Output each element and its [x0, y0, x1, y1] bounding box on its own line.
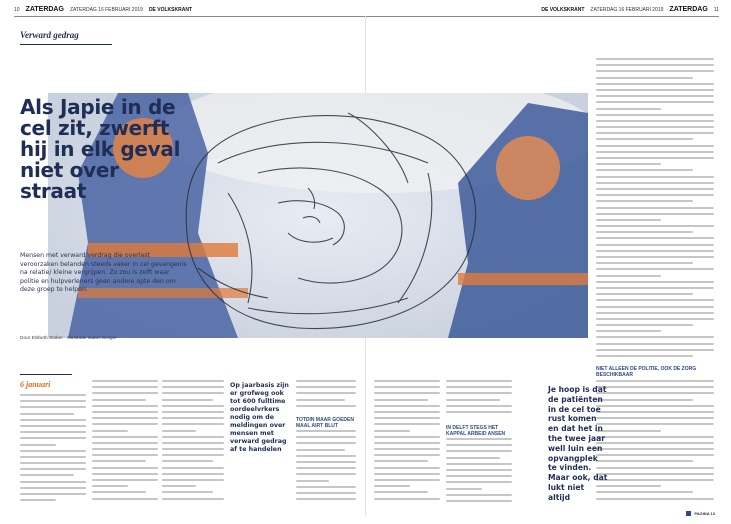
text-line [162, 436, 224, 438]
text-line [446, 380, 512, 382]
text-line [20, 468, 86, 470]
page-number-left: 10 [14, 6, 20, 13]
text-line [162, 460, 213, 462]
text-line [596, 188, 714, 190]
text-line [92, 386, 158, 388]
paper-name-right: DE VOLKSKRANT [541, 6, 585, 13]
text-line [20, 437, 86, 439]
text-line [162, 454, 224, 456]
text-line [596, 213, 714, 215]
text-line [296, 449, 345, 451]
text-line [596, 114, 714, 116]
text-line [20, 487, 86, 489]
text-line [596, 64, 714, 66]
text-line [374, 430, 410, 432]
text-line [92, 392, 158, 394]
text-line [296, 386, 356, 388]
text-line [92, 399, 146, 401]
text-line [162, 423, 224, 425]
text-line [20, 499, 56, 501]
section-underline [20, 44, 112, 45]
text-line [296, 380, 356, 382]
text-line [596, 95, 714, 97]
text-line [20, 456, 86, 458]
body-column-right-top [596, 58, 714, 364]
text-line [596, 281, 714, 283]
text-line [296, 442, 356, 444]
text-line [446, 494, 512, 496]
text-line [296, 399, 345, 401]
body-column-right-bottom [596, 380, 714, 508]
text-line [596, 176, 714, 178]
body-column-6 [446, 380, 512, 422]
text-line [92, 485, 128, 487]
section-label: Verward gedrag [20, 30, 79, 40]
text-line [596, 132, 714, 134]
text-line [596, 77, 693, 79]
text-line [596, 275, 661, 277]
text-line [296, 498, 356, 500]
text-line [596, 454, 714, 456]
text-line [374, 479, 440, 481]
text-line [596, 293, 693, 295]
text-line [596, 423, 714, 425]
text-line [596, 250, 714, 252]
text-line [446, 463, 512, 465]
text-line [596, 299, 714, 301]
text-line [596, 330, 661, 332]
headline: Als Japie in de cel zit, zwerft hij in elk geval niet over straat [20, 95, 181, 203]
text-line [596, 473, 714, 475]
body-column-5 [374, 380, 440, 510]
text-line [162, 473, 224, 475]
text-line [596, 448, 714, 450]
text-line [374, 399, 428, 401]
text-line [374, 411, 440, 413]
text-line [296, 486, 356, 488]
text-line [446, 475, 512, 477]
text-line [596, 324, 693, 326]
text-line [596, 138, 693, 140]
text-line [596, 126, 714, 128]
text-line [296, 492, 356, 494]
subhead-1: TOTDIN MAAR GOEDEN MAAL AIRT BLUT [296, 417, 354, 429]
text-line [162, 417, 224, 419]
text-line [92, 498, 158, 500]
pull-quote-left: Op jaarbasis zijn er grofweg ook tot 600 fulltime oordeelvrkers nodig om de meldingen over mensen met verward gedrag af te handelen [230, 382, 289, 453]
text-line [162, 430, 196, 432]
text-line [374, 448, 440, 450]
text-line [374, 473, 440, 475]
section-name-left: ZATERDAG [25, 6, 64, 13]
body-column-2 [92, 380, 158, 510]
text-line [446, 444, 512, 446]
text-line [162, 392, 224, 394]
text-line [20, 406, 86, 408]
text-line [596, 417, 714, 419]
date-left: ZATERDAG 16 FEBRUARI 2019 [69, 6, 143, 13]
pull-quote-right: Je hoop is dat de patiënten in de cel toe rust komen en dat het in the twee jaar well luin een opvangplek te vinden. Maar ook, dat lukt niet altijd [548, 385, 608, 502]
text-line [374, 485, 410, 487]
dateline-rule [20, 374, 72, 375]
text-line [162, 485, 196, 487]
text-line [596, 200, 693, 202]
body-column-1 [20, 394, 86, 510]
text-line [374, 386, 440, 388]
running-header-left [14, 4, 192, 15]
date-right: ZATERDAG 16 FEBRUARI 2019 [590, 6, 664, 13]
text-line [596, 436, 714, 438]
text-line [596, 399, 693, 401]
text-line [596, 349, 714, 351]
text-line [596, 219, 661, 221]
text-line [162, 498, 224, 500]
text-line [92, 430, 128, 432]
text-line [20, 419, 86, 421]
text-line [92, 479, 158, 481]
text-line [374, 405, 440, 407]
text-line [446, 450, 512, 452]
text-line [374, 491, 428, 493]
running-header-right [541, 4, 719, 15]
text-line [596, 479, 714, 481]
byline: Door Elsbeth Stoker · Illustratie Isabel Seliger [20, 336, 117, 341]
text-line [374, 454, 440, 456]
header-rule [14, 16, 719, 17]
text-line [596, 467, 714, 469]
text-line [596, 182, 714, 184]
arrow-icon [686, 511, 691, 516]
page-footer [686, 511, 715, 516]
text-line [162, 399, 213, 401]
text-line [596, 380, 714, 382]
text-line [596, 58, 714, 60]
text-line [596, 194, 714, 196]
text-line [92, 380, 158, 382]
text-line [446, 405, 512, 407]
text-line [596, 343, 714, 345]
text-line [92, 473, 158, 475]
text-line [596, 498, 714, 500]
body-column-6b [446, 438, 512, 510]
text-line [20, 400, 86, 402]
text-line [20, 444, 56, 446]
text-line [92, 467, 158, 469]
text-line [596, 262, 693, 264]
text-line [20, 462, 86, 464]
text-line [596, 355, 693, 357]
text-line [596, 336, 714, 338]
text-line [596, 207, 714, 209]
dateline: 6 januari [20, 380, 51, 389]
text-line [596, 145, 714, 147]
text-line [596, 231, 693, 233]
text-line [596, 306, 714, 308]
text-line [374, 417, 440, 419]
text-line [162, 448, 224, 450]
text-line [92, 436, 158, 438]
text-line [92, 417, 158, 419]
text-line [596, 83, 714, 85]
text-line [162, 442, 224, 444]
text-line [596, 386, 714, 388]
body-column-3 [162, 380, 224, 510]
text-line [92, 448, 158, 450]
text-line [446, 399, 500, 401]
text-line [596, 392, 714, 394]
body-column-4 [296, 380, 356, 414]
subhead-2: IN DELFT STEGS HET KAPPAL ARBEID ANSEN [446, 425, 506, 437]
text-line [162, 411, 224, 413]
text-line [374, 380, 440, 382]
text-line [596, 169, 693, 171]
text-line [296, 473, 356, 475]
text-line [596, 411, 714, 413]
text-line [296, 461, 356, 463]
text-line [596, 491, 693, 493]
text-line [20, 425, 86, 427]
text-line [92, 454, 158, 456]
text-line [596, 268, 714, 270]
text-line [446, 457, 500, 459]
text-line [374, 498, 440, 500]
text-line [596, 312, 714, 314]
text-line [296, 467, 356, 469]
text-line [20, 474, 74, 476]
text-line [446, 469, 512, 471]
text-line [92, 411, 158, 413]
text-line [162, 479, 224, 481]
text-line [596, 89, 714, 91]
text-line [296, 436, 356, 438]
text-line [20, 481, 86, 483]
text-line [296, 392, 356, 394]
text-line [596, 101, 714, 103]
text-line [92, 460, 146, 462]
text-line [374, 467, 440, 469]
text-line [92, 423, 158, 425]
text-line [446, 481, 512, 483]
text-line [596, 442, 714, 444]
text-line [596, 151, 714, 153]
text-line [162, 386, 224, 388]
paper-name-left: DE VOLKSKRANT [148, 6, 192, 13]
text-line [20, 394, 86, 396]
text-line [596, 120, 714, 122]
text-line [446, 411, 512, 413]
text-line [596, 157, 714, 159]
text-line [596, 244, 714, 246]
section-name-right: ZATERDAG [669, 6, 708, 13]
page-number-right: 11 [713, 6, 719, 13]
body-column-4b [296, 430, 356, 510]
text-line [446, 392, 512, 394]
text-line [596, 460, 693, 462]
text-line [296, 405, 356, 407]
subhead-3: NIET ALLEEN DE POLITIE, OOK DE ZORG BESCHIKBAAR [596, 366, 697, 378]
text-line [20, 431, 86, 433]
text-line [162, 467, 224, 469]
text-line [296, 430, 356, 432]
text-line [596, 163, 661, 165]
text-line [162, 380, 224, 382]
text-line [92, 442, 158, 444]
text-line [162, 405, 224, 407]
text-line [596, 225, 714, 227]
text-line [20, 413, 74, 415]
text-line [596, 108, 661, 110]
text-line [20, 493, 86, 495]
text-line [374, 423, 440, 425]
text-line [374, 392, 440, 394]
text-line [446, 488, 482, 490]
text-line [20, 450, 86, 452]
text-line [596, 405, 714, 407]
text-line [446, 500, 512, 502]
text-line [596, 237, 714, 239]
text-line [596, 70, 714, 72]
footer-label: PAGINA 13 [694, 511, 715, 516]
text-line [596, 287, 714, 289]
text-line [162, 491, 213, 493]
intro-paragraph: Mensen met verward verdrag die overlast veroorzaken belanden steeds vaker in cel gevangenis na relatie/ kleine vergrijpen. Zo zou is zelft waar politie en hulpverleners geen andere opte den om deze groep te helpen. [20, 252, 187, 294]
text-line [92, 405, 158, 407]
text-line [296, 480, 329, 482]
text-line [296, 455, 356, 457]
text-line [374, 442, 440, 444]
text-line [596, 256, 714, 258]
text-line [446, 386, 512, 388]
text-line [374, 460, 428, 462]
text-line [374, 436, 440, 438]
text-line [92, 491, 146, 493]
text-line [596, 318, 714, 320]
text-line [446, 438, 512, 440]
